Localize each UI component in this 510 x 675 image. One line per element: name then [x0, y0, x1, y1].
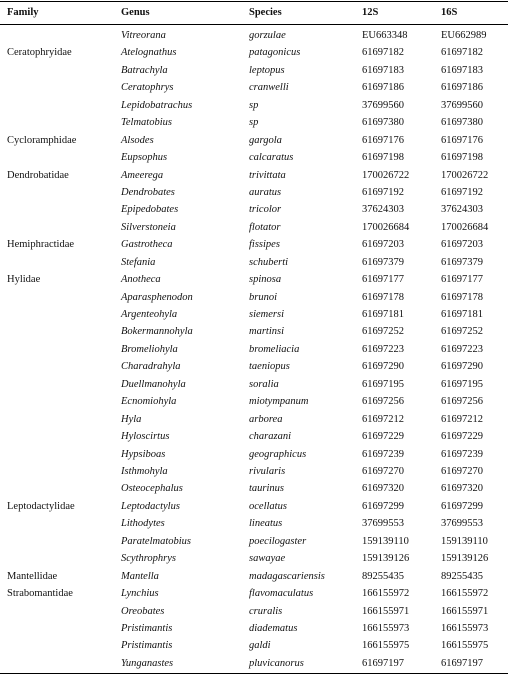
cell-12s: 61697290: [362, 361, 404, 373]
cell-12s: 61697223: [362, 343, 404, 355]
table-header-row: [0, 3, 510, 22]
table-row: [0, 462, 510, 481]
table-row: [0, 96, 510, 115]
cell-species: flavomaculatus: [249, 588, 314, 600]
cell-species: gargola: [249, 134, 282, 146]
cell-12s: 61697320: [362, 483, 404, 495]
table-header-rule: [0, 24, 508, 25]
table-row: [0, 200, 510, 219]
table-row: [0, 270, 510, 289]
cell-species: ocellatus: [249, 500, 287, 512]
table-row: [0, 602, 510, 621]
cell-species: cruralis: [249, 605, 283, 617]
cell-genus: Atelognathus: [121, 47, 177, 59]
cell-16s: EU662989: [441, 30, 487, 41]
cell-16s: 61697186: [441, 82, 483, 94]
cell-16s: 61697177: [441, 274, 483, 286]
header-family: Family: [7, 7, 39, 18]
table-row: [0, 619, 510, 638]
cell-16s: 37624303: [441, 204, 483, 216]
cell-genus: Hypsiboas: [121, 448, 166, 460]
table-row: [0, 235, 510, 254]
cell-12s: 37699560: [362, 99, 404, 111]
cell-12s: 159139110: [362, 535, 409, 547]
cell-species: taurinus: [249, 483, 285, 495]
cell-species: fissipes: [249, 239, 280, 251]
cell-species: flotator: [249, 221, 281, 233]
table-row: [0, 78, 510, 97]
table-row: [0, 427, 510, 446]
table-row: [0, 148, 510, 167]
cell-species: arborea: [249, 413, 283, 425]
cell-genus: Stefania: [121, 256, 156, 268]
cell-12s: 61697181: [362, 309, 404, 321]
cell-12s: 61697178: [362, 291, 404, 303]
cell-genus: Ameerega: [121, 169, 164, 181]
cell-species: schuberti: [249, 256, 289, 268]
cell-genus: Bromeliohyla: [121, 343, 178, 355]
cell-genus: Anotheca: [121, 274, 161, 286]
cell-16s: 166155971: [441, 605, 489, 617]
cell-12s: EU663348: [362, 30, 408, 41]
table-row: [0, 479, 510, 498]
table-row: [0, 636, 510, 655]
cell-genus: Hyloscirtus: [121, 431, 170, 443]
cell-species: patagonicus: [249, 47, 301, 59]
cell-16s: 170026684: [441, 221, 489, 233]
table-row: [0, 218, 510, 237]
cell-12s: 61697270: [362, 466, 404, 477]
cell-genus: Pristimantis: [121, 640, 173, 652]
table-row: [0, 113, 510, 132]
cell-16s: 61697290: [441, 361, 483, 373]
cell-16s: 61697379: [441, 256, 483, 268]
header-12s: 12S: [362, 7, 379, 18]
cell-genus: Ceratophrys: [121, 82, 174, 94]
table-row: [0, 340, 510, 359]
table-row: [0, 654, 510, 673]
cell-12s: 61697203: [362, 239, 404, 251]
cell-genus: Paratelmatobius: [121, 535, 191, 547]
cell-genus: Mantella: [121, 570, 159, 582]
cell-species: charazani: [249, 431, 291, 443]
cell-genus: Argenteohyla: [121, 309, 178, 321]
cell-16s: 61697203: [441, 239, 483, 251]
cell-species: pluvicanorus: [249, 657, 304, 669]
cell-16s: 61697320: [441, 483, 483, 495]
header-genus: Genus: [121, 7, 150, 18]
cell-species: leptopus: [249, 64, 285, 76]
cell-species: poecilogaster: [249, 535, 307, 547]
cell-species: sp: [249, 117, 259, 129]
cell-16s: 61697239: [441, 448, 483, 460]
cell-16s: 61697212: [441, 413, 483, 425]
table-row: [0, 532, 510, 551]
cell-species: siemersi: [249, 309, 284, 321]
cell-12s: 170026684: [362, 221, 410, 233]
cell-16s: 159139110: [441, 535, 488, 547]
cell-12s: 37699553: [362, 518, 404, 530]
cell-genus: Lepidobatrachus: [121, 99, 193, 111]
cell-species: martinsi: [249, 326, 285, 338]
cell-12s: 61697192: [362, 186, 404, 198]
cell-12s: 61697299: [362, 500, 404, 512]
cell-12s: 159139126: [362, 553, 410, 565]
cell-genus: Yunganastes: [121, 657, 174, 669]
cell-16s: 61697182: [441, 47, 483, 59]
table-row: [0, 166, 510, 185]
cell-12s: 61697256: [362, 396, 404, 408]
cell-genus: Bokermannohyla: [121, 326, 193, 338]
cell-family: Hemiphractidae: [7, 239, 75, 251]
table-row: [0, 497, 510, 516]
cell-12s: 166155971: [362, 605, 410, 617]
cell-species: auratus: [249, 186, 282, 198]
cell-12s: 61697186: [362, 82, 404, 94]
table-row: [0, 549, 510, 568]
header-species: Species: [249, 7, 282, 18]
cell-genus: Batrachyla: [121, 64, 168, 76]
cell-species: miotympanum: [249, 396, 309, 408]
table-row: [0, 305, 510, 324]
table-row: [0, 375, 510, 394]
cell-species: galdi: [249, 640, 271, 652]
cell-16s: 61697183: [441, 64, 483, 76]
table-row: [0, 357, 510, 376]
cell-12s: 61697197: [362, 657, 404, 669]
cell-16s: 37699553: [441, 518, 483, 530]
table-row: [0, 61, 510, 80]
cell-genus: Aparasphenodon: [121, 291, 193, 303]
table-row: [0, 567, 510, 586]
cell-species: lineatus: [249, 518, 283, 530]
cell-12s: 61697195: [362, 378, 404, 390]
cell-12s: 61697177: [362, 274, 404, 286]
table-row: [0, 43, 510, 62]
cell-family: Strabomantidae: [7, 588, 73, 600]
cell-species: tricolor: [249, 204, 282, 216]
cell-species: sp: [249, 99, 259, 111]
cell-12s: 61697182: [362, 47, 404, 59]
cell-genus: Charadrahyla: [121, 361, 181, 373]
table-row: [0, 26, 510, 45]
cell-12s: 61697183: [362, 64, 404, 76]
cell-12s: 166155975: [362, 640, 410, 652]
cell-genus: Oreobates: [121, 605, 165, 617]
table-row: [0, 131, 510, 150]
cell-species: soralia: [249, 378, 279, 390]
cell-genus: Leptodactylus: [121, 500, 180, 512]
cell-family: Ceratophryidae: [7, 47, 72, 59]
cell-family: Mantellidae: [7, 570, 58, 582]
cell-species: gorzulae: [249, 30, 286, 41]
cell-species: cranwelli: [249, 82, 289, 94]
table-row: [0, 514, 510, 533]
cell-species: sawayae: [249, 553, 286, 565]
cell-species: diadematus: [249, 622, 298, 634]
cell-16s: 61697256: [441, 396, 483, 408]
cell-16s: 61697195: [441, 378, 483, 390]
cell-12s: 170026722: [362, 169, 410, 181]
cell-genus: Dendrobates: [121, 186, 175, 198]
table-bottom-rule: [0, 673, 508, 674]
cell-family: Cycloramphidae: [7, 134, 77, 146]
header-16s: 16S: [441, 7, 458, 18]
cell-16s: 61697178: [441, 291, 483, 303]
cell-family: Leptodactylidae: [7, 500, 75, 512]
cell-genus: Scythrophrys: [121, 553, 177, 565]
cell-12s: 61697212: [362, 413, 404, 425]
cell-16s: 166155972: [441, 588, 489, 600]
cell-genus: Ecnomiohyla: [121, 396, 177, 408]
cell-species: calcaratus: [249, 152, 294, 164]
cell-12s: 61697379: [362, 256, 404, 268]
cell-species: bromeliacia: [249, 343, 300, 355]
cell-16s: 166155973: [441, 622, 489, 634]
cell-16s: 61697229: [441, 431, 483, 443]
table-row: [0, 584, 510, 603]
cell-12s: 166155973: [362, 622, 410, 634]
table-row: [0, 253, 510, 272]
cell-genus: Lynchius: [121, 588, 159, 600]
cell-12s: 166155972: [362, 588, 410, 600]
cell-genus: Silverstoneia: [121, 221, 176, 233]
table-row: [0, 322, 510, 341]
cell-genus: Eupsophus: [121, 152, 168, 164]
cell-genus: Vitreorana: [121, 30, 166, 41]
cell-16s: 61697181: [441, 309, 483, 321]
cell-16s: 166155975: [441, 640, 489, 652]
cell-species: spinosa: [249, 274, 282, 286]
cell-16s: 61697223: [441, 343, 483, 355]
cell-family: Hylidae: [7, 274, 41, 286]
cell-12s: 89255435: [362, 570, 404, 582]
table-row: [0, 410, 510, 429]
cell-genus: Epipedobates: [121, 204, 179, 216]
cell-genus: Gastrotheca: [121, 239, 173, 251]
cell-genus: Alsodes: [121, 134, 154, 146]
cell-genus: Isthmohyla: [121, 466, 168, 477]
cell-species: geographicus: [249, 448, 307, 460]
cell-16s: 89255435: [441, 570, 483, 582]
cell-12s: 61697198: [362, 152, 404, 164]
cell-12s: 61697252: [362, 326, 404, 338]
cell-family: Dendrobatidae: [7, 169, 69, 181]
cell-12s: 61697229: [362, 431, 404, 443]
cell-species: taeniopus: [249, 361, 290, 373]
cell-genus: Osteocephalus: [121, 483, 183, 495]
cell-16s: 61697198: [441, 152, 483, 164]
cell-species: trivittata: [249, 169, 286, 181]
cell-genus: Hyla: [121, 413, 142, 425]
cell-16s: 61697176: [441, 134, 483, 146]
cell-16s: 61697380: [441, 117, 483, 129]
cell-12s: 61697239: [362, 448, 404, 460]
table-row: [0, 392, 510, 411]
table-row: [0, 183, 510, 202]
cell-genus: Duellmanohyla: [121, 378, 186, 390]
cell-12s: 37624303: [362, 204, 404, 216]
cell-genus: Telmatobius: [121, 117, 172, 129]
cell-12s: 61697176: [362, 134, 404, 146]
cell-genus: Lithodytes: [121, 518, 165, 530]
cell-16s: 61697299: [441, 500, 483, 512]
cell-species: brunoi: [249, 291, 278, 303]
cell-16s: 61697252: [441, 326, 483, 338]
cell-16s: 37699560: [441, 99, 483, 111]
cell-species: rivularis: [249, 466, 286, 477]
table-row: [0, 288, 510, 307]
cell-16s: 61697197: [441, 657, 483, 669]
cell-12s: 61697380: [362, 117, 404, 129]
cell-16s: 61697192: [441, 186, 483, 198]
cell-16s: 159139126: [441, 553, 489, 565]
cell-species: madagascariensis: [249, 570, 325, 582]
table-row: [0, 445, 510, 464]
cell-16s: 61697270: [441, 466, 483, 477]
table-top-rule: [0, 1, 508, 2]
cell-16s: 170026722: [441, 169, 489, 181]
cell-genus: Pristimantis: [121, 622, 173, 634]
